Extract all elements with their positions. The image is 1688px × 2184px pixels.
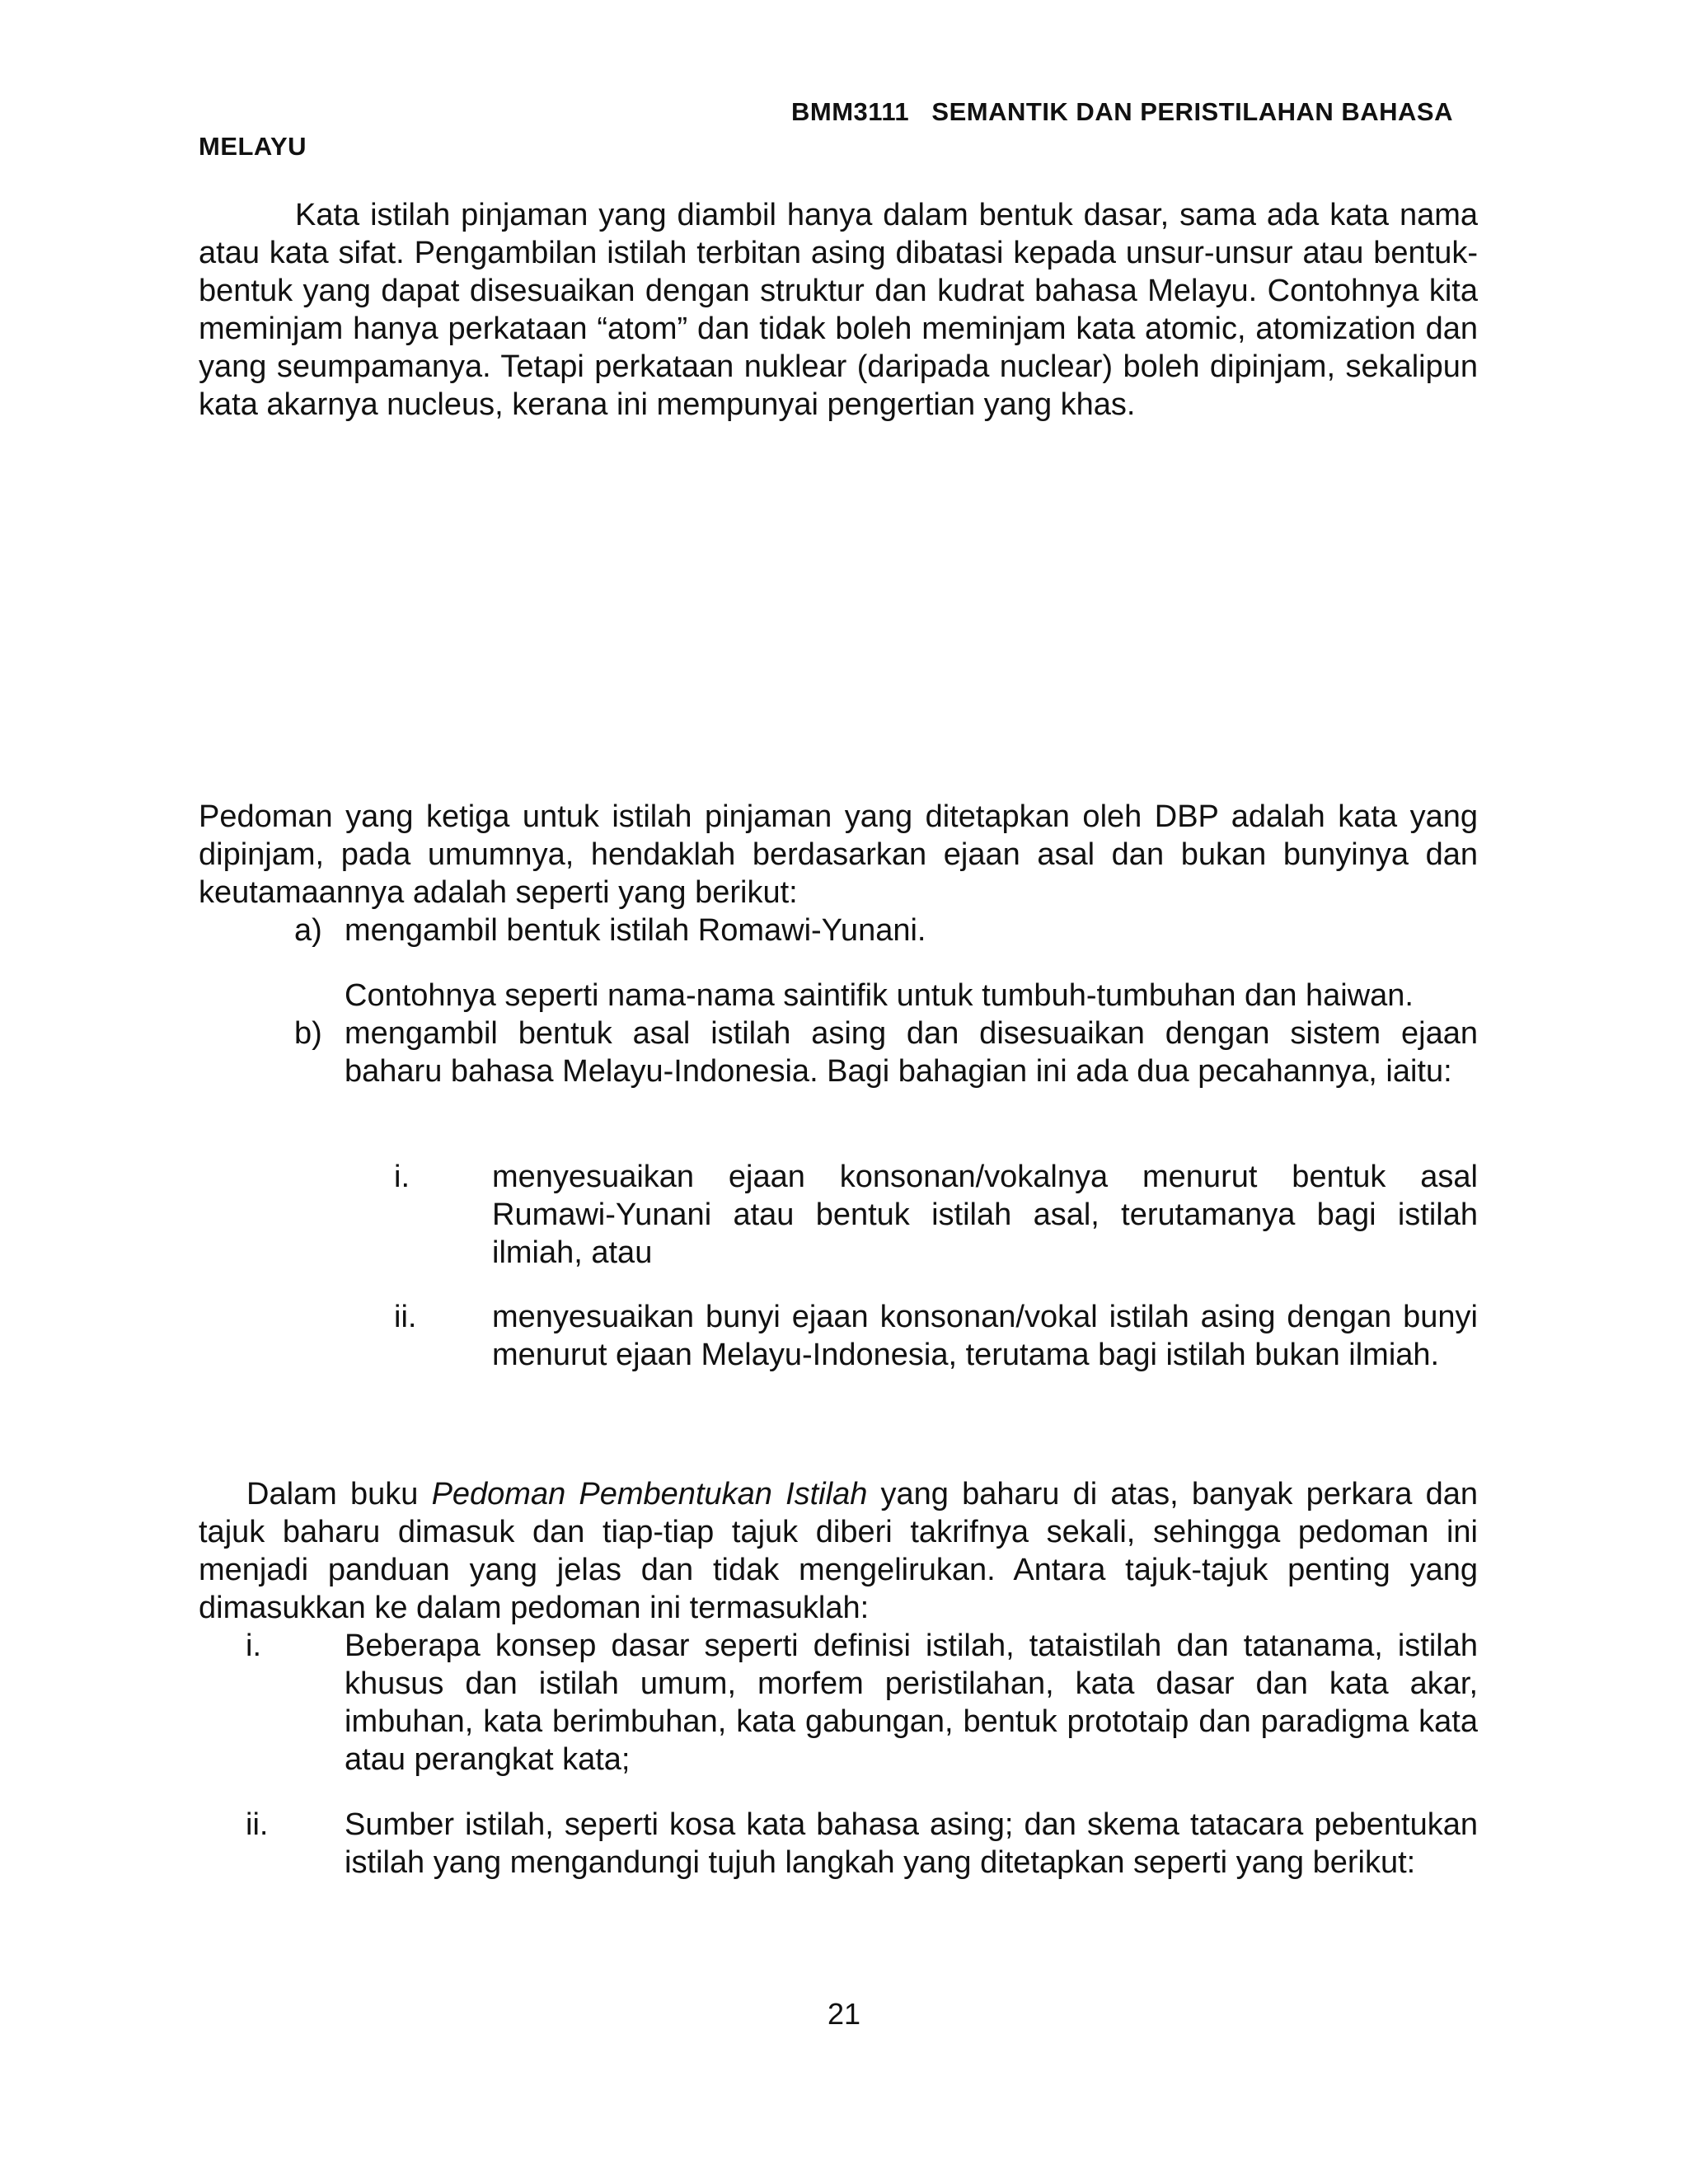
sublist-marker-ii: ii.: [394, 1300, 417, 1334]
list-item-a-example: Contohnya seperti nama-nama saintifik untuk tumbuh-tumbuhan dan haiwan.: [345, 978, 1414, 1013]
paragraph-text: [199, 1475, 1478, 1627]
paragraph-guideline-book: [199, 1475, 1478, 1627]
sublist-item-ii-text: menyesuaikan bunyi ejaan konsonan/vokal istilah asing dengan bunyi menurut ejaan Melayu-Indonesia, terutama bagi istilah bukan ilmiah.: [492, 1300, 1478, 1372]
page-number: 21: [827, 1997, 861, 2031]
list-item-b-text: mengambil bentuk asal istilah asing dan disesuaikan dengan sistem ejaan baharu bahasa Melayu-Indonesia. Bagi bahagian ini ada dua pecahannya, iaitu:: [345, 1016, 1478, 1089]
paragraph-loanword-base-form: [199, 196, 1478, 424]
topic-marker-ii: ii.: [246, 1807, 269, 1842]
paragraph-text-after: yang baharu di atas, banyak perkara dan tajuk baharu dimasuk dan tiap-tiap tajuk diberi takrifnya sekali, sehingga pedoman ini menjadi panduan yang jelas dan tidak mengelirukan. Antara tajuk-tajuk penting yang dimasukkan ke dalam pedoman ini termasuklah:: [199, 1477, 1479, 1625]
book-title: Pedoman Pembentukan Istilah: [431, 1477, 868, 1511]
running-header-continuation: MELAYU: [199, 132, 307, 161]
running-header-title: BMM3111 SEMANTIK DAN PERISTILAHAN BAHASA: [791, 97, 1453, 126]
list-marker-b: b): [294, 1016, 322, 1051]
topic-item-ii-text: Sumber istilah, seperti kosa kata bahasa asing; dan skema tatacara pebentukan istilah yang mengandungi tujuh langkah yang ditetapkan seperti yang berikut:: [345, 1807, 1478, 1880]
topic-item-i-text: Beberapa konsep dasar seperti definisi istilah, tataistilah dan tatanama, istilah khusus dan istilah umum, morfem peristilahan, kata dasar dan kata akar, imbuhan, kata berimbuhan, kata gabungan, bentuk prototaip dan paradigma kata atau perangkat kata;: [345, 1629, 1478, 1777]
sublist-marker-i: i.: [394, 1160, 410, 1194]
sublist-item-i-text: menyesuaikan ejaan konsonan/vokalnya menurut bentuk asal Rumawi-Yunani atau bentuk istilah asal, terutamanya bagi istilah ilmiah, atau: [492, 1160, 1478, 1270]
paragraph-text: Kata istilah pinjaman yang diambil hanya dalam bentuk dasar, sama ada kata nama atau kata sifat. Pengambilan istilah terbitan asing dibatasi kepada unsur-unsur atau bentuk-bentuk yang dapat disesuaikan dengan struktur dan kudrat bahasa Melayu. Contohnya kita meminjam hanya perkataan “atom” dan tidak boleh meminjam kata atomic, atomization dan yang seumpamanya. Tetapi perkataan nuklear (daripada nuclear) boleh dipinjam, sekalipun kata akarnya nucleus, kerana ini mempunyai pengertian yang khas.: [199, 198, 1478, 422]
paragraph-text: Pedoman yang ketiga untuk istilah pinjaman yang ditetapkan oleh DBP adalah kata yang dipinjam, pada umumnya, hendaklah berdasarkan ejaan asal dan bukan bunyinya dan keutamaannya adalah seperti yang berikut:: [199, 799, 1478, 910]
list-item-a-text: mengambil bentuk istilah Romawi-Yunani.: [345, 913, 926, 948]
list-marker-a: a): [294, 913, 322, 948]
paragraph-third-guideline: [199, 798, 1478, 912]
topic-marker-i: i.: [246, 1629, 261, 1663]
paragraph-text-before: Dalam buku: [246, 1477, 432, 1511]
